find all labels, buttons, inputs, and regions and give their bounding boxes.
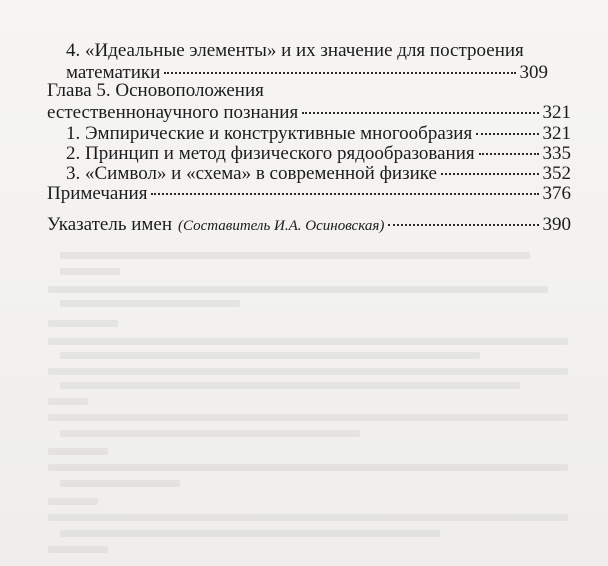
toc-sub-3-title: 3. «Символ» и «схема» в современной физике [66,163,437,184]
toc-sub-1-page: 321 [542,123,571,144]
leader-dots [479,137,539,155]
toc-sub-1-title: 1. Эмпирические и конструктивные многообразия [66,123,473,144]
leader-dots [388,208,538,226]
leader-dots [151,177,538,195]
leader-dots [302,96,538,114]
toc-item-4-page: 309 [519,62,548,83]
toc-sub-2-title: 2. Принцип и метод физического рядообразования [66,143,475,164]
toc-sub-2-page: 335 [542,143,571,164]
show-through-text [0,200,608,566]
toc-notes[interactable] [47,181,571,205]
toc-sub-3-page: 352 [542,163,571,184]
toc-item-4-title-line1: 4. «Идеальные элементы» и их значение для построения [66,40,524,61]
toc-index[interactable] [47,212,571,237]
toc-index-page: 390 [542,214,571,235]
leader-dots [476,117,538,135]
leader-dots [164,56,515,74]
toc-index-compiler: (Составитель И.А. Осиновская) [178,218,385,234]
toc-chapter-5-page: 321 [542,102,571,123]
toc-chapter-5-title-line1: Глава 5. Основоположения [47,80,264,101]
toc-chapter-5-title-line2: естественнонаучного познания [47,102,299,123]
toc-notes-title: Примечания [47,183,148,204]
leader-dots [441,157,539,175]
toc-index-title: Указатель имен [47,214,173,235]
toc-notes-page: 376 [542,183,571,204]
toc-item-4-title-line2: математики [66,62,161,83]
